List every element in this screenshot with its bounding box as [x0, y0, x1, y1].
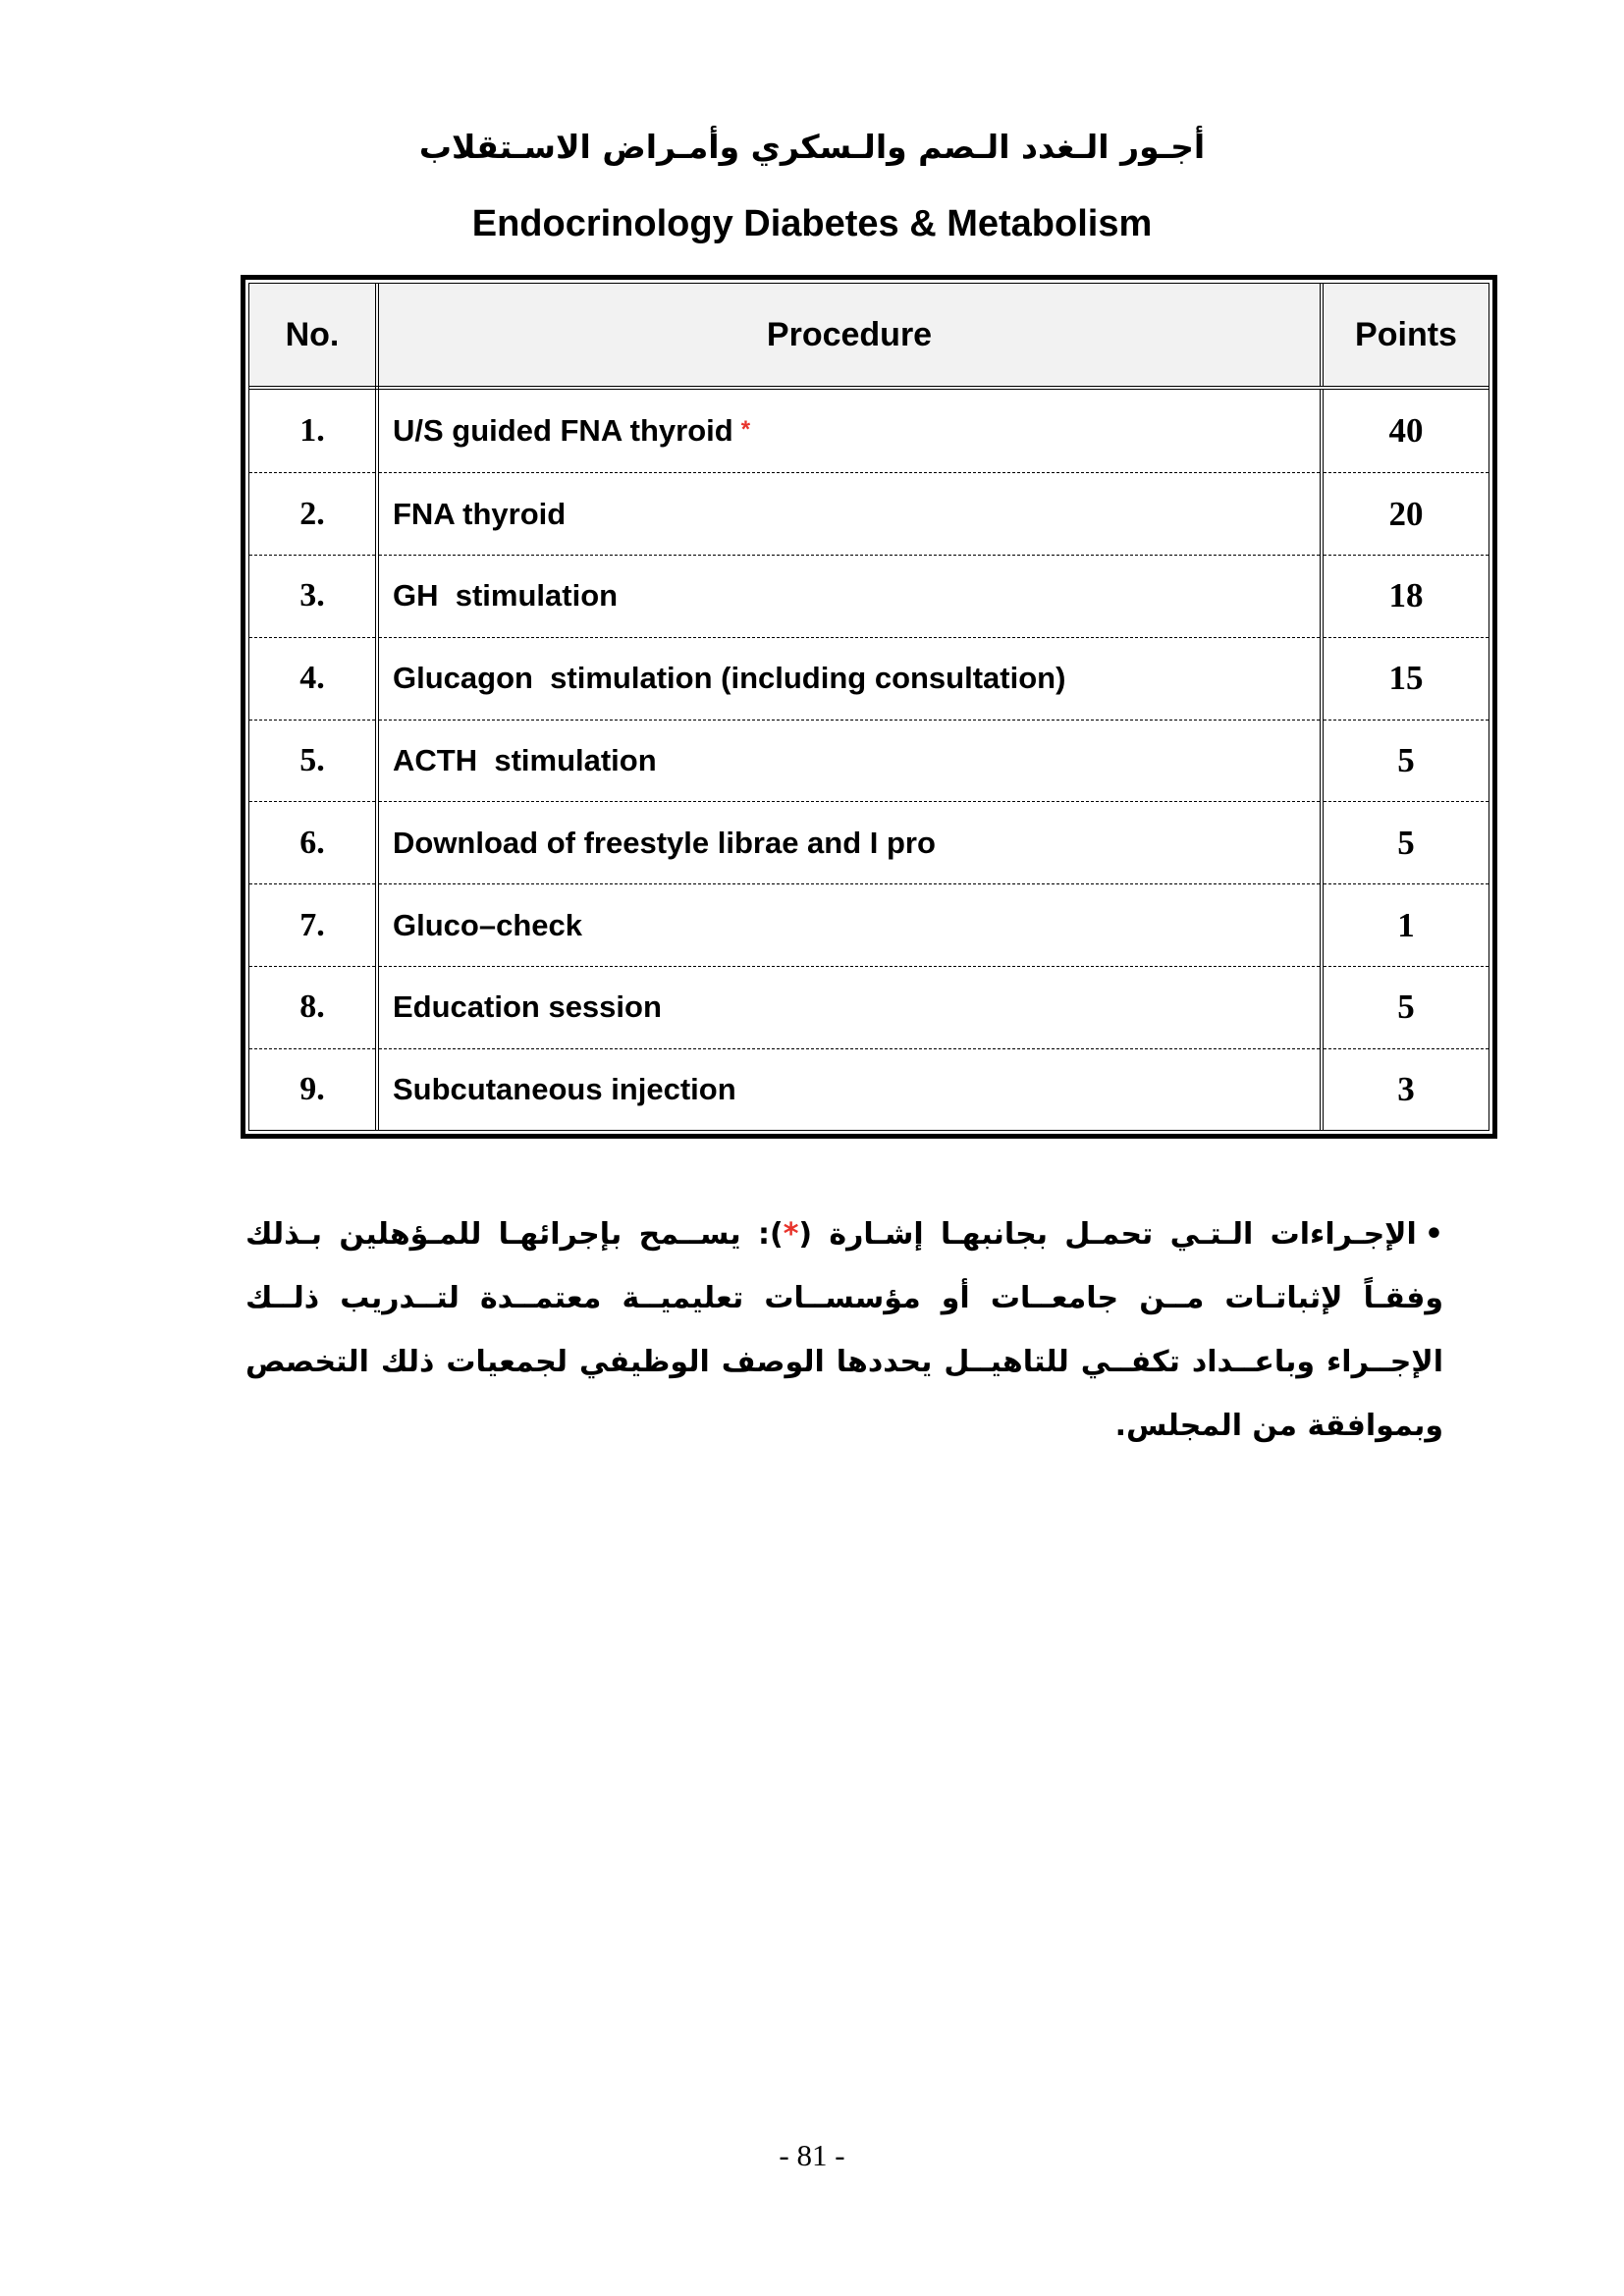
table-row — [249, 1048, 1489, 1130]
table-row — [249, 473, 1489, 556]
header-no: No. — [249, 284, 377, 388]
row-procedure: Glucagon stimulation (including consultation) — [377, 637, 1322, 720]
footnote-paragraph — [245, 1202, 1443, 1458]
footnote-text-end: ): يســمح بإجرائهـا للمـؤهلين بـذلك وفقـاً لإثباتـات مــن جامعــات أو مؤسســات تعليميــة معتمــدة لتــدريب ذلــك الإجــراء وباعــداد تكفــي للتاهيــل يحددها الوصف الوظيفي لجمعيات ذلك التخصص وبموافقة من المجلس. — [245, 1217, 1443, 1443]
header-points: Points — [1322, 284, 1489, 388]
row-number: 4. — [249, 637, 377, 720]
table-row — [249, 720, 1489, 802]
table-header-row — [249, 284, 1489, 388]
page-title-arabic: أجـور الـغدد الـصم والـسكري وأمـراض الاسـتقلاب — [418, 128, 1206, 166]
row-points: 20 — [1322, 473, 1489, 556]
row-number: 7. — [249, 884, 377, 967]
table-row — [249, 388, 1489, 473]
row-number: 8. — [249, 966, 377, 1048]
row-number: 2. — [249, 473, 377, 556]
row-points: 3 — [1322, 1048, 1489, 1130]
row-procedure: Subcutaneous injection — [393, 1071, 736, 1106]
bullet-icon: • — [1424, 1217, 1443, 1252]
table-row — [249, 966, 1489, 1048]
row-points: 5 — [1322, 966, 1489, 1048]
row-points: 1 — [1322, 884, 1489, 967]
header-procedure: Procedure — [377, 284, 1322, 388]
table-row — [249, 802, 1489, 884]
procedures-table — [249, 284, 1489, 1130]
footnote-text-start: الإجـراءات الـتـي تحمـل بجانبهـا إشـارة ( — [798, 1217, 1417, 1252]
row-procedure: Education session — [377, 966, 1322, 1048]
procedure-label: U/S guided FNA thyroid — [393, 413, 733, 449]
table-row — [249, 884, 1489, 967]
row-procedure: FNA thyroid — [377, 473, 1322, 556]
row-points: 15 — [1322, 637, 1489, 720]
table-row — [249, 637, 1489, 720]
page-title-english: Endocrinology Diabetes & Metabolism — [471, 203, 1153, 244]
page-number: - 81 - — [779, 2138, 845, 2172]
row-points: 5 — [1322, 802, 1489, 884]
row-procedure: Download of freestyle librae and I pro — [377, 802, 1322, 884]
row-number: 3. — [249, 556, 377, 638]
row-procedure — [377, 388, 1322, 473]
row-number: 5. — [249, 720, 377, 802]
row-procedure: Gluco–check — [377, 884, 1322, 967]
table-row — [249, 556, 1489, 638]
asterisk-marker: * — [783, 1217, 799, 1252]
row-points: 5 — [1322, 720, 1489, 802]
row-points: 18 — [1322, 556, 1489, 638]
row-procedure: ACTH stimulation — [377, 720, 1322, 802]
row-number: 6. — [249, 802, 377, 884]
procedures-table-inner-border — [248, 283, 1489, 1131]
row-points: 40 — [1322, 388, 1489, 473]
row-number: 9. — [249, 1048, 377, 1130]
procedures-table-frame — [241, 275, 1497, 1139]
row-procedure: GH stimulation — [377, 556, 1322, 638]
row-number: 1. — [249, 388, 377, 473]
asterisk-marker: * — [740, 416, 751, 444]
